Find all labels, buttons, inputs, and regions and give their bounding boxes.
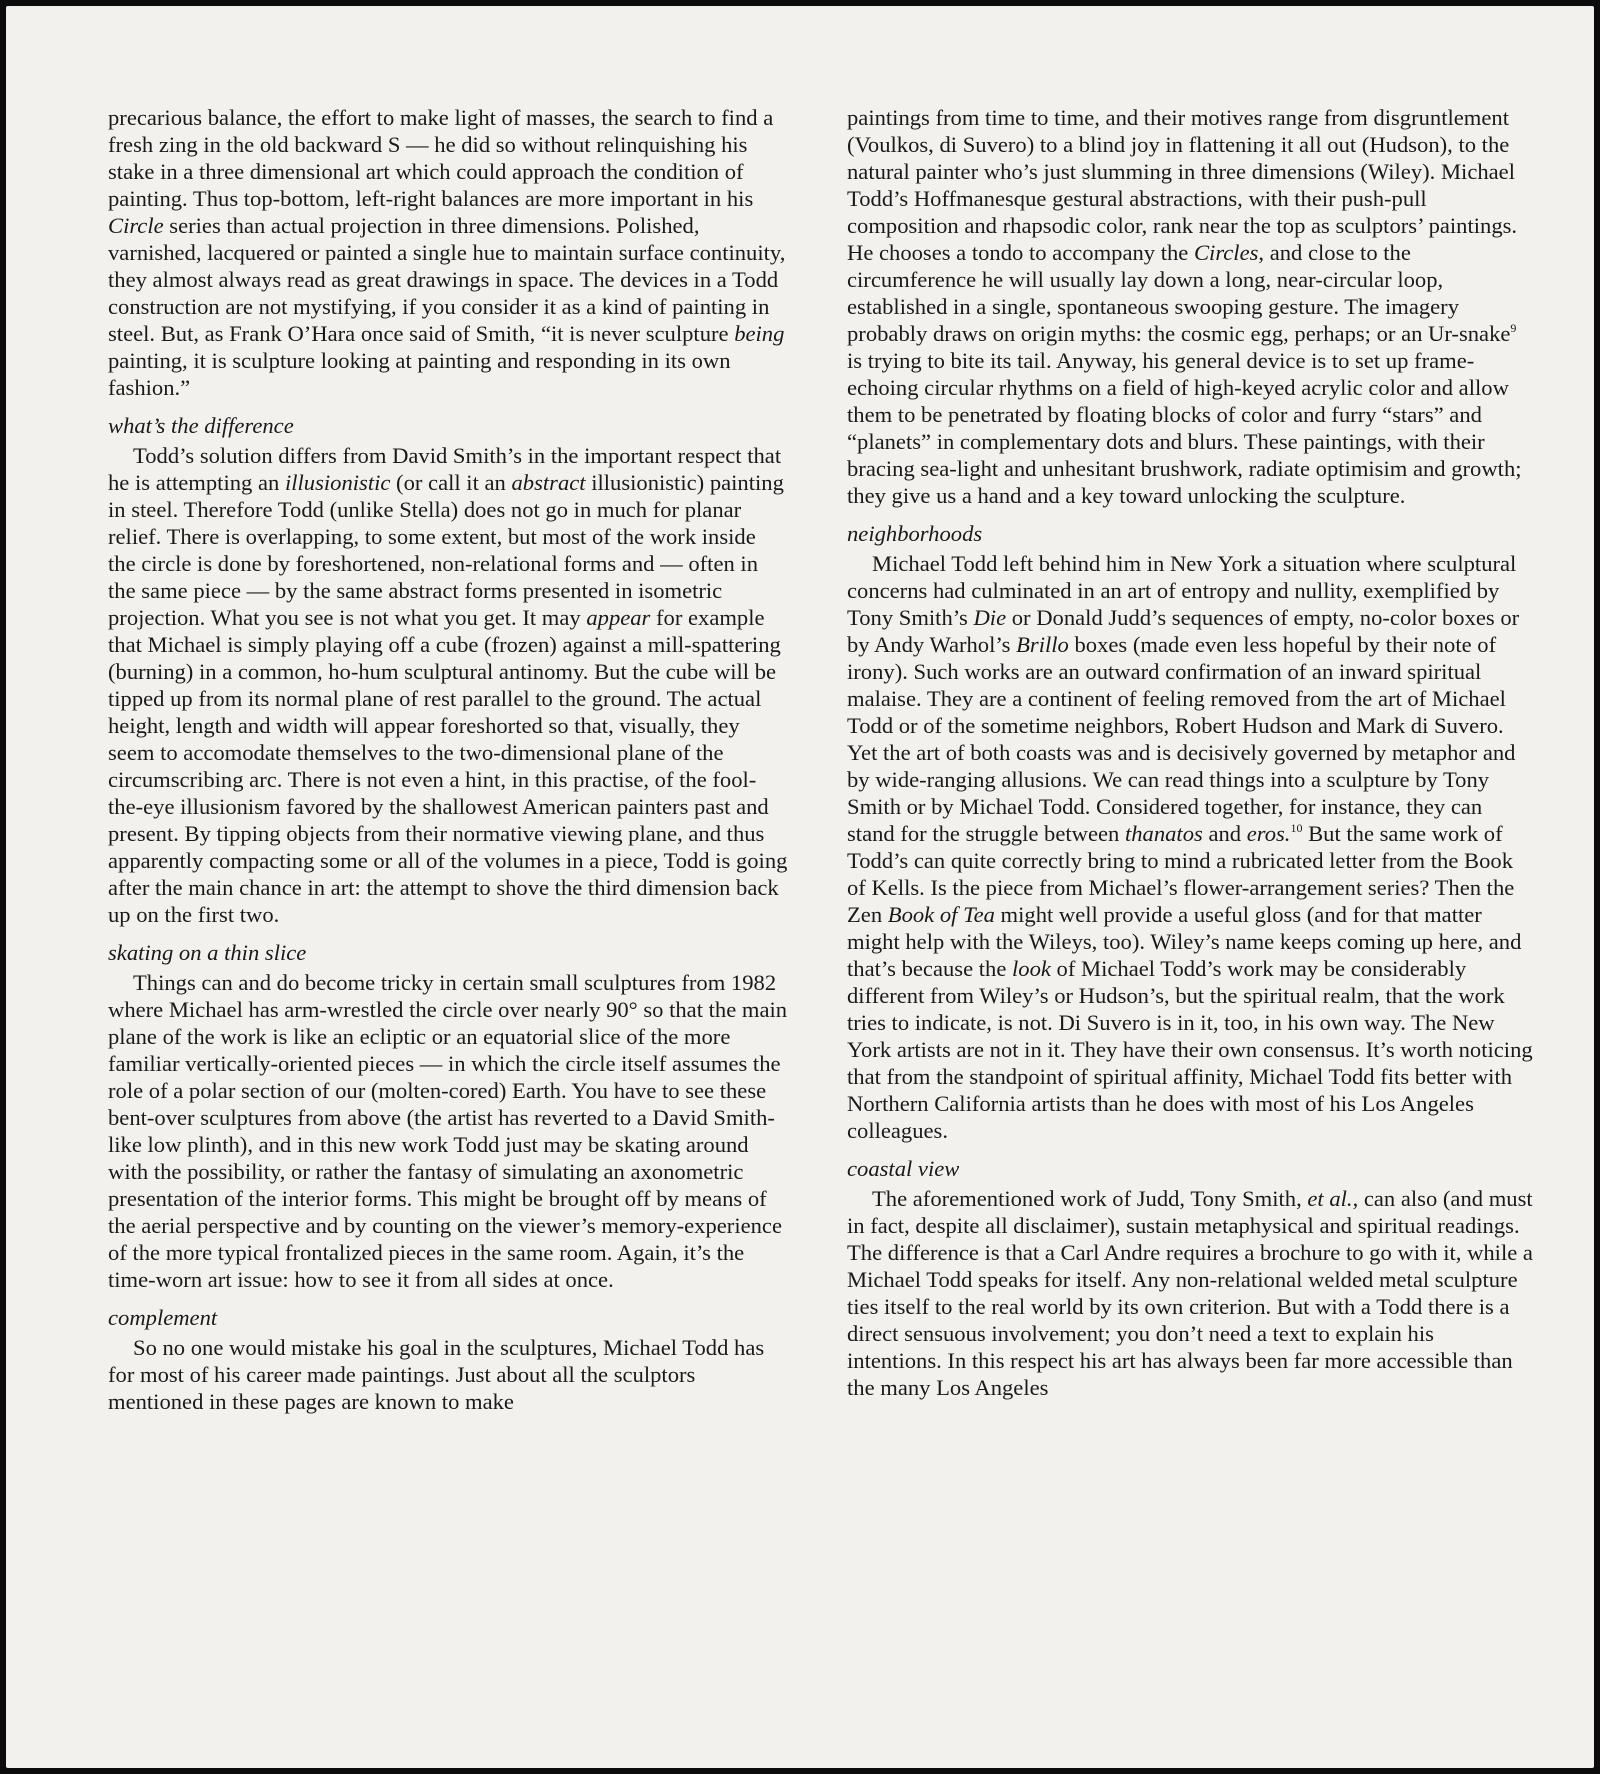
section-heading: complement bbox=[108, 1305, 218, 1330]
paragraph: Michael Todd left behind him in New York a situation where sculptural concerns had culminated in an art of entropy and nullity, exemplified by Tony Smith’s Die or Donald Judd’s sequences of empty, no-color boxes or by Andy Warhol’s Brillo boxes (made even less hopeful by their note of irony). Such works are an outward confirmation of an inward spiritual malaise. They are a continent of feeling removed from the art of Michael Todd or of the sometime neighbors, Robert Hudson and Mark di Suvero. Yet the art of both coasts was and is decisively governed by metaphor and by wide-ranging allusions. We can read things into a sculpture by Tony Smith or by Michael Todd. Considered together, for instance, they can stand for the struggle between thanatos and eros.$^{10}$ But the same work of Todd’s can quite correctly bring to mind a rubricated letter from the Book of Kells. Is the piece from Michael’s flower-arrangement series? Then the Zen Book of Tea might well provide a useful gloss (and for that matter might help with the Wileys, too). Wiley’s name keeps coming up here, and that’s because the look of Michael Todd’s work may be considerably different from Wiley’s or Hudson’s, but the spiritual realm, that the work tries to indicate, is not. Di Suvero is in it, too, in his own way. The New York artists are not in it. They have their own consensus. It’s worth noticing that from the standpoint of spiritual affinity, Michael Todd fits better with Northern California artists than he does with most of his Los Angeles colleagues. bbox=[847, 551, 1533, 1143]
right-column bbox=[847, 104, 1533, 1401]
section-heading: what’s the difference bbox=[108, 413, 294, 438]
footnote-ref: 10 bbox=[1290, 821, 1303, 835]
paragraph: The aforementioned work of Judd, Tony Smith, et al., can also (and must in fact, despite all disclaimer), sustain metaphysical and spiritual readings. The difference is that a Carl Andre requires a brochure to go with it, while a Michael Todd speaks for itself. Any non-relational welded metal sculpture ties itself to the real world by its own criterion. But with a Todd there is a direct sensuous involvement; you don’t need a text to explain his intentions. In this respect his art has always been far more accessible than the many Los Angeles bbox=[847, 1186, 1533, 1400]
section-heading: skating on a thin slice bbox=[108, 940, 307, 965]
page bbox=[6, 6, 1594, 1768]
paragraph: Things can and do become tricky in certain small sculptures from 1982 where Michael has arm-wrestled the circle over nearly 90° so that the main plane of the work is like an ecliptic or an equatorial slice of the more familiar vertically-oriented pieces — in which the circle itself assumes the role of a polar section of our (molten-cored) Earth. You have to see these bent-over sculptures from above (the artist has reverted to a David Smith-like low plinth), and in this new work Todd just may be skating around with the possibility, or rather the fantasy of simulating an axonometric presentation of the interior forms. This might be brought off by means of the aerial perspective and by counting on the viewer’s memory-experience of the more typical frontalized pieces in the same room. Again, it’s the time-worn art issue: how to see it from all sides at once. bbox=[108, 970, 788, 1292]
paragraph: paintings from time to time, and their motives range from disgruntlement (Voulkos, di Suvero) to a blind joy in flattening it all out (Hudson), to the natural painter who’s just slumming in three dimensions (Wiley). Michael Todd’s Hoffmanesque gestural abstractions, with their push-pull composition and rhapsodic color, rank near the top as sculptors’ paintings. He chooses a tondo to accompany the Circles, and close to the circumference he will usually lay down a long, near-circular loop, established in a single, spontaneous swooping gesture. The imagery probably draws on origin myths: the cosmic egg, perhaps; or an Ur-snake$^9$ is trying to bite its tail. Anyway, his general device is to set up frame-echoing circular rhythms on a field of high-keyed acrylic color and allow them to be penetrated by floating blocks of color and furry “stars” and “planets” in complementary dots and blurs. These paintings, with their bracing sea-light and unhesitant brushwork, radiate optimisim and growth; they give us a hand and a key toward unlocking the sculpture. bbox=[847, 105, 1522, 508]
footnote-ref: 9 bbox=[1510, 321, 1517, 335]
paragraph: precarious balance, the effort to make light of masses, the search to find a fresh zing in the old backward S — he did so without relinquishing his stake in a three dimensional art which could approach the condition of painting. Thus top-bottom, left-right balances are more important in his Circle series than actual projection in three dimensions. Polished, varnished, lacquered or painted a single hue to maintain surface continuity, they almost always read as great drawings in space. The devices in a Todd construction are not mystifying, if you consider it as a kind of painting in steel. But, as Frank O’Hara once said of Smith, “it is never sculpture being painting, it is sculpture looking at painting and responding in its own fashion.” bbox=[108, 105, 786, 400]
section-heading: coastal view bbox=[847, 1156, 960, 1181]
paragraph: So no one would mistake his goal in the sculptures, Michael Todd has for most of his career made paintings. Just about all the sculptors mentioned in these pages are known to make bbox=[108, 1335, 765, 1414]
left-column bbox=[108, 104, 788, 1415]
paragraph: Todd’s solution differs from David Smith’s in the important respect that he is attempting an illusionistic (or call it an abstract illusionistic) painting in steel. Therefore Todd (unlike Stella) does not go in much for planar relief. There is overlapping, to some extent, but most of the work inside the circle is done by foreshortened, non-relational forms and — often in the same piece — by the same abstract forms presented in isometric projection. What you see is not what you get. It may appear for example that Michael is simply playing off a cube (frozen) against a mill-spattering (burning) in a common, ho-hum sculptural antinomy. But the cube will be tipped up from its normal plane of rest parallel to the ground. The actual height, length and width will appear foreshorted so that, visually, they seem to accomodate themselves to the two-dimensional plane of the circumscribing arc. There is not even a hint, in this practise, of the fool-the-eye illusionism favored by the shallowest American painters past and present. By tipping objects from their normative viewing plane, and thus apparently compacting some or all of the volumes in a piece, Todd is going after the main chance in art: the attempt to shove the third dimension back up on the first two. bbox=[108, 443, 788, 927]
section-heading: neighborhoods bbox=[847, 521, 983, 546]
